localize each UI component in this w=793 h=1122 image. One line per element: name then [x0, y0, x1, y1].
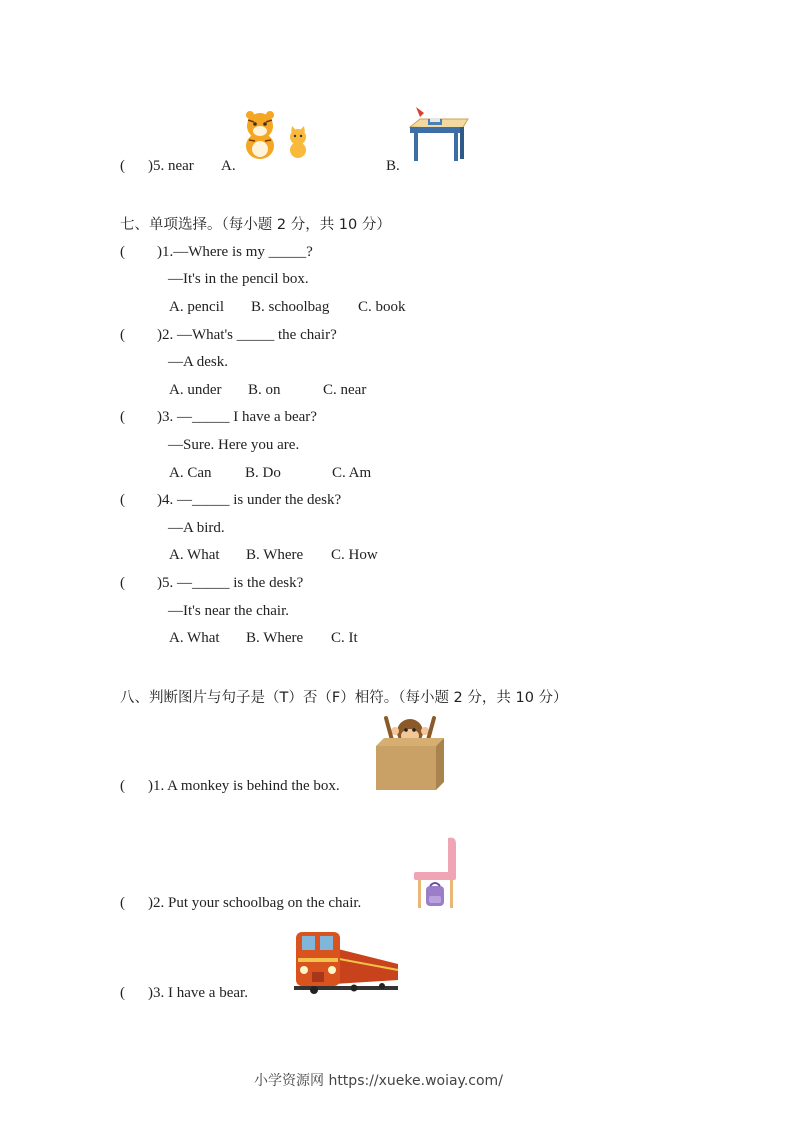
answer-paren: ( [120, 778, 125, 794]
answer-paren: ( [120, 244, 125, 260]
tiger-cat-icon [240, 110, 310, 160]
question-1-reply: —It's in the pencil box. [168, 271, 309, 287]
question-label: )5. near [148, 158, 194, 174]
option-b-label: B. [386, 158, 400, 174]
question-5-option-c: C. It [331, 630, 358, 646]
question-2-reply: —A desk. [168, 354, 228, 370]
question-2-stem: )2. —What's _____ the chair? [157, 327, 337, 343]
monkey-box-icon [372, 716, 446, 792]
footer-watermark: 小学资源网 https://xueke.woiay.com/ [254, 1073, 503, 1089]
answer-paren: ( [120, 575, 125, 591]
desk-icon [410, 105, 470, 163]
answer-paren: ( [120, 895, 125, 911]
question-3-option-c: C. Am [332, 465, 372, 481]
judge-item-2: )2. Put your schoolbag on the chair. [148, 895, 362, 911]
question-4-reply: —A bird. [168, 520, 225, 536]
chair-bag-icon [410, 834, 460, 910]
question-1-option-b: B. schoolbag [251, 299, 330, 315]
question-5-option-a: A. What [169, 630, 220, 646]
question-1-stem: )1.—Where is my _____? [157, 244, 313, 260]
question-3-reply: —Sure. Here you are. [168, 437, 300, 453]
question-4-option-b: B. Where [246, 547, 304, 563]
question-4-option-a: A. What [169, 547, 220, 563]
option-a-label: A. [221, 158, 236, 174]
section-8-heading: 八、判断图片与句子是（T）否（F）相符。（每小题 2 分，共 10 分） [120, 690, 568, 706]
question-3-option-a: A. Can [169, 465, 212, 481]
question-2-option-b: B. on [248, 382, 281, 398]
question-1-option-c: C. book [358, 299, 406, 315]
question-2-option-c: C. near [323, 382, 367, 398]
answer-paren: ( [120, 492, 125, 508]
train-icon [294, 928, 402, 996]
question-5-reply: —It's near the chair. [168, 603, 289, 619]
question-3-option-b: B. Do [245, 465, 281, 481]
answer-paren: ( [120, 985, 125, 1001]
question-4-option-c: C. How [331, 547, 378, 563]
question-4-stem: )4. —_____ is under the desk? [157, 492, 342, 508]
answer-paren: ( [120, 409, 125, 425]
question-5-stem: )5. —_____ is the desk? [157, 575, 304, 591]
answer-paren: ( [120, 158, 125, 174]
judge-item-3: )3. I have a bear. [148, 985, 248, 1001]
question-3-stem: )3. —_____ I have a bear? [157, 409, 317, 425]
answer-paren: ( [120, 327, 125, 343]
question-2-option-a: A. under [169, 382, 222, 398]
section-7-heading: 七、单项选择。（每小题 2 分，共 10 分） [120, 217, 391, 233]
judge-item-1: )1. A monkey is behind the box. [148, 778, 340, 794]
question-1-option-a: A. pencil [169, 299, 224, 315]
question-5-option-b: B. Where [246, 630, 304, 646]
